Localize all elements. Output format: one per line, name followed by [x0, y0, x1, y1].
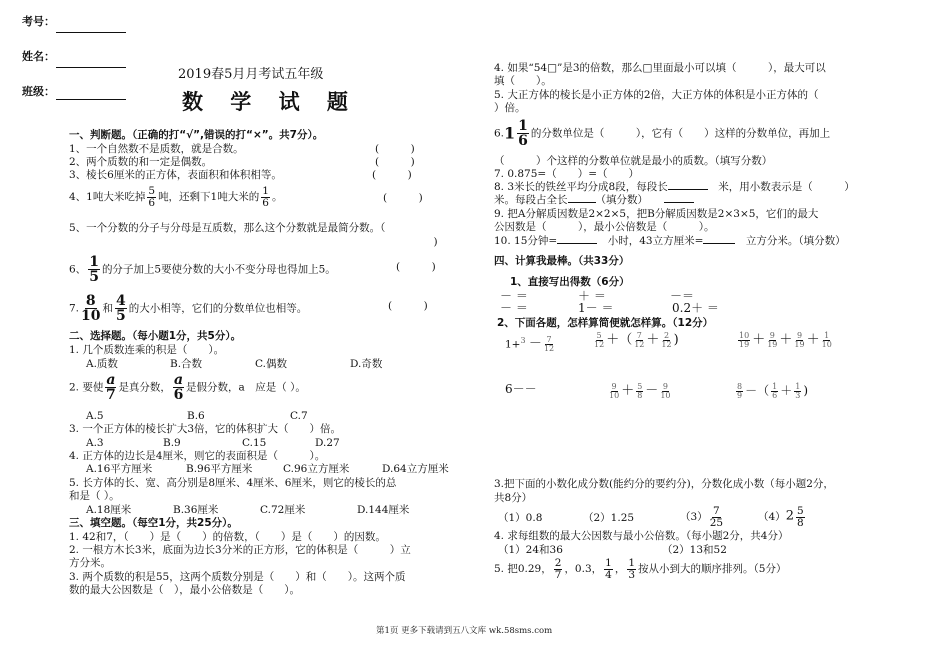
expr-3: $\frac{10}{19}$ ＋ $\frac{9}{19}$ ＋ $\frac{9}{19}$ ＋ $\frac{1}{10}$	[739, 331, 832, 349]
exam-no-line[interactable]	[56, 32, 126, 33]
subject-title: 数 学 试 题	[182, 89, 358, 114]
s1-q2: 2、两个质数的和一定是偶数。	[69, 156, 213, 168]
s4-sub1: 1、直接写出得数（6分）	[510, 276, 630, 288]
s4-q5: 5. 把0.29， $\frac{2}{7}$ ，0.3， $\frac{1}{4}$ ， $\frac{1}{3}$ 按从小到大的顺序排列。（5分）	[494, 557, 787, 581]
s2-q4-opt-d: D.64立方厘米	[382, 463, 449, 475]
exam-title: 2019春5月月考试五年级	[178, 67, 324, 82]
s1-q7: 7. $\frac{8}{10}$ 和 $\frac{4}{5}$ 的大小相等，它们的分数单位也相等。	[69, 293, 308, 324]
s2-q1-opt-d: D.奇数	[350, 358, 383, 370]
s2-q1-opt-c: C.偶数	[255, 358, 287, 370]
s4-q3: 3.把下面的小数化成分数(能约分的要约分)，分数化成小数（每小题2分，	[494, 478, 834, 490]
expr-2: $\frac{5}{12}$ ＋（ $\frac{7}{12}$ ＋ $\frac{2}{12}$ )	[594, 331, 679, 349]
s1-q5-paren: )	[150, 236, 438, 248]
s4-q4-item1: （1）24和36	[498, 544, 563, 556]
s2-q2-opt-c: C.7	[290, 410, 308, 422]
s3-q6: 6.1 $\frac{1}{6}$ 的分数单位是（ ），它有（ ）这样的分数单位，再加上	[494, 118, 831, 149]
s2-heading: 二、选择题。（每小题1分，共5分）。	[69, 330, 242, 342]
s2-q4: 4. 正方体的边长是4厘米，则它的表面积是（ ）。	[69, 450, 326, 462]
s1-q1: 1、一个自然数不是质数，就是合数。	[69, 143, 244, 155]
s3-q9: 9. 把A分解质因数是2×2×5，把B分解质因数是2×3×5，它们的最大	[494, 208, 819, 220]
s2-q1-opt-a: A.质数	[86, 358, 118, 370]
expr-1: 1+$^3$ － $\frac{7}{12}$	[505, 335, 555, 353]
s3-q8-cont: 米。每段占全长 （填分数）	[494, 194, 694, 206]
oral-calc-4: － ＝	[500, 301, 528, 315]
s1-q7-paren: ( )	[388, 300, 428, 312]
s3-q5: 5. 大正方体的棱长是小正方体的2倍，大正方体的体积是小正方体的（	[494, 89, 819, 101]
s3-q3: 3. 两个质数的积是55，这两个质数分别是（ ）和（ ）。这两个质	[69, 571, 406, 583]
name-line[interactable]	[56, 67, 126, 68]
s2-q3-opt-a: A.3	[86, 437, 104, 449]
s4-q4: 4. 求每组数的最大公因数与最小公倍数。（每小题2分，共4分）	[494, 530, 789, 542]
s2-q3-opt-b: B.9	[163, 437, 181, 449]
s3-q6-cont: （ ）个这样的分数单位就是最小的质数。（填写分数）	[494, 155, 773, 167]
s2-q5-cont: 和是（ ）。	[69, 490, 120, 502]
s2-q5-opt-b: B.36厘米	[173, 504, 219, 516]
s2-q3: 3. 一个正方体的棱长扩大3倍，它的体积扩大（ ）倍。	[69, 423, 342, 435]
s3-heading: 三、填空题。（每空1分，共25分）。	[69, 517, 238, 529]
s4-q3-item4: （4）2 $\frac{5}{8}$	[758, 505, 804, 529]
s3-q4: 4. 如果“54□”是3的倍数，那么□里面最小可以填（ ），最大可以	[494, 62, 826, 74]
name-label: 姓名：	[22, 50, 55, 63]
s3-q5-cont: ）倍。	[494, 102, 526, 114]
s2-q3-opt-c: C.15	[242, 437, 267, 449]
s1-heading: 一、判断题。（正确的打“√”,错误的打“×”。共7分）。	[69, 129, 324, 141]
s2-q4-opt-c: C.96立方厘米	[283, 463, 350, 475]
s3-q7: 7. 0.875=（ ）=（ ）	[494, 168, 640, 180]
class-line[interactable]	[56, 99, 126, 100]
s1-q6-paren: ( )	[396, 261, 436, 273]
oral-calc-3: －＝	[670, 289, 695, 303]
s2-q2-opt-a: A.5	[86, 410, 104, 422]
s3-q1: 1. 42和7，（ ）是（ ）的倍数，（ ）是（ ）的因数。	[69, 531, 386, 543]
s3-q8: 8. 3米长的铁丝平均分成8段，每段长 米，用小数表示是（ ）	[494, 181, 855, 193]
s3-q10: 10. 15分钟= 小时，43立方厘米= 立方分米。（填分数）	[494, 235, 846, 247]
s1-q1-paren: ( )	[375, 143, 415, 155]
s2-q2: 2. 要使 $\frac{a}{7}$ 是真分数， $\frac{a}{6}$ 是假分数，a 应是（ ）。	[69, 372, 306, 403]
s3-q2-cont: 方分米。	[69, 557, 111, 569]
expr-5: $\frac{9}{10}$ ＋ $\frac{5}{8}$ － $\frac{9}{10}$	[609, 382, 671, 400]
s2-q2-opt-b: B.6	[187, 410, 205, 422]
oral-calc-5: 1－ ＝	[578, 301, 614, 315]
s2-q1: 1. 几个质数连乘的积是（ ）。	[69, 344, 225, 356]
oral-calc-1: － ＝	[500, 289, 528, 303]
exam-no-label: 考号：	[22, 15, 55, 28]
s1-q3-paren: ( )	[372, 169, 412, 181]
s2-q5: 5. 长方体的长、宽、高分别是8厘米、4厘米、6厘米，则它的棱长的总	[69, 477, 397, 489]
s1-q2-paren: ( )	[375, 156, 415, 168]
s4-q3-item2: （2）1.25	[583, 512, 635, 524]
oral-calc-2: ＋ ＝	[578, 289, 606, 303]
s3-q9-cont: 公因数是（ ），最小公倍数是（ ）。	[494, 221, 715, 233]
oral-calc-6: 0.2＋ ＝	[672, 301, 719, 315]
s4-q3-item1: （1）0.8	[498, 512, 543, 524]
footer: 第1页 更多下载请到五八文库 wk.58sms.com	[376, 626, 553, 636]
s4-q3-item3: （3） $\frac{7}{25}$	[680, 505, 724, 529]
s2-q4-opt-a: A.16平方厘米	[86, 463, 153, 475]
s2-q4-opt-b: B.96平方厘米	[186, 463, 253, 475]
s2-q5-opt-d: D.144厘米	[357, 504, 410, 516]
s3-q4-cont: 填（ ）。	[494, 75, 552, 87]
s3-q3-cont: 数的最大公因数是（ ），最小公倍数是（ ）。	[69, 584, 300, 596]
class-label: 班级：	[22, 85, 55, 98]
s1-q4: 4、1吨大米吃掉 $\frac{5}{6}$ 吨，还剩下1吨大米的 $\frac{1}{6}$ 。	[69, 185, 283, 209]
s3-q2: 2. 一根方木长3米，底面为边长3分米的正方形，它的体积是（ ）立	[69, 544, 411, 556]
s1-q4-paren: ( )	[383, 192, 423, 204]
s2-q5-opt-c: C.72厘米	[260, 504, 306, 516]
s1-q5: 5、一个分数的分子与分母是互质数，那么这个分数就是最简分数。（	[69, 222, 386, 234]
s2-q5-opt-a: A.18厘米	[86, 504, 132, 516]
expr-6: $\frac{8}{9}$ －（ $\frac{1}{6}$ ＋ $\frac{1}{3}$ )	[737, 382, 808, 400]
s4-q3-cont: 共8分）	[494, 492, 533, 504]
s4-sub2: 2、下面各题，怎样算简便就怎样算。（12分）	[497, 317, 714, 329]
s1-q6: 6、 $\frac{1}{5}$ 的分子加上5要使分数的大小不变分母也得加上5。	[69, 254, 336, 285]
expr-4: 6－－	[505, 382, 537, 396]
s2-q3-opt-d: D.27	[315, 437, 340, 449]
s1-q3: 3、棱长6厘米的正方体，表面积和体积相等。	[69, 169, 282, 181]
s4-heading: 四、计算我最棒。（共33分）	[494, 255, 630, 267]
s4-q4-item2: （2）13和52	[662, 544, 727, 556]
s2-q1-opt-b: B.合数	[170, 358, 203, 370]
